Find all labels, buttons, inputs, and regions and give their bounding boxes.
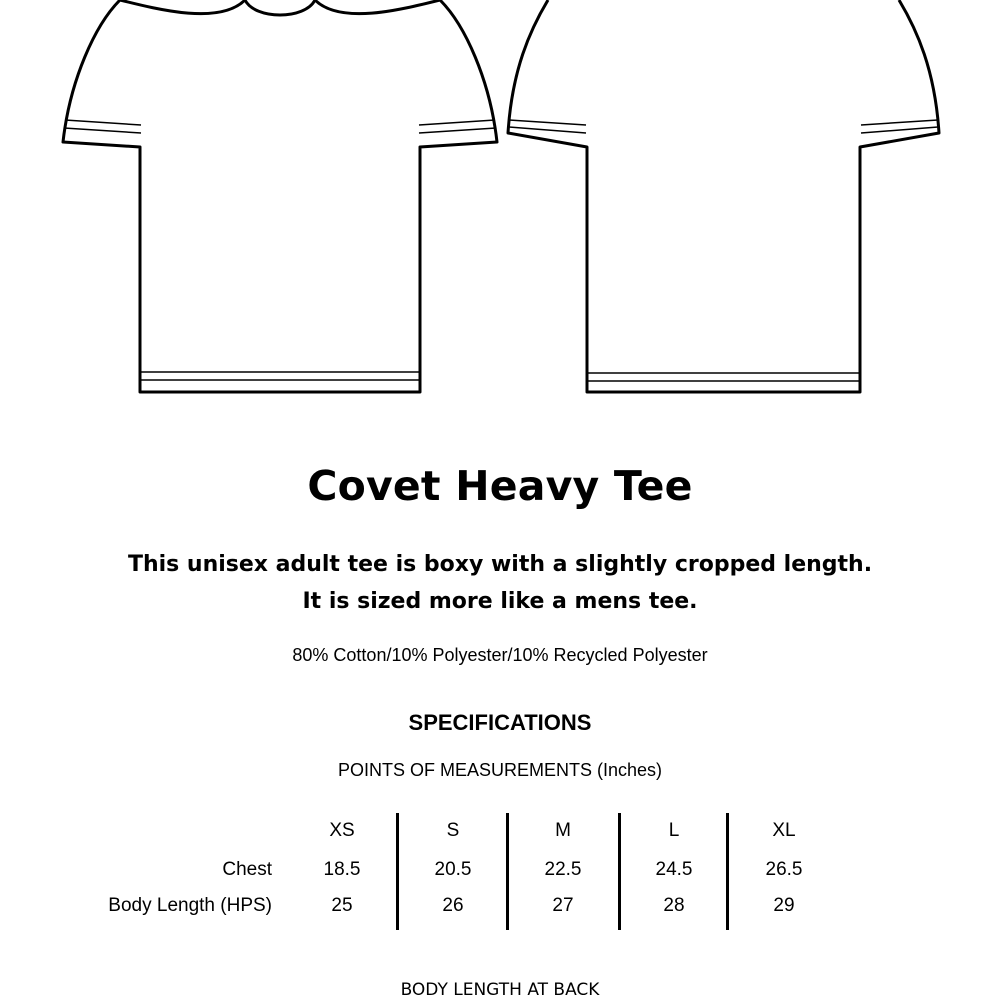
measurements-subheading: POINTS OF MEASUREMENTS (Inches) (337, 760, 663, 780)
tshirt-illustrations (0, 0, 1000, 420)
tshirt-front-icon (63, 0, 497, 392)
table-cell: 27 (552, 895, 574, 916)
product-title: Covet Heavy Tee (307, 462, 693, 510)
product-description-line2: It is sized more like a mens tee. (302, 589, 698, 614)
column-divider (396, 813, 399, 930)
table-cell: 28 (663, 895, 685, 916)
table-cell: 26.5 (765, 859, 803, 880)
table-cell: 26 (442, 895, 464, 916)
table-cell: 24.5 (655, 859, 693, 880)
table-cell: 20.5 (434, 859, 472, 880)
tshirt-back-icon (508, 0, 939, 392)
table-cell: 18.5 (323, 859, 361, 880)
size-header-m: M (555, 820, 571, 841)
table-cell: 22.5 (544, 859, 582, 880)
size-header-xs: XS (329, 820, 355, 841)
specifications-heading: SPECIFICATIONS (408, 710, 592, 735)
size-header-xl: XL (772, 820, 796, 841)
footer-note: BODY LENGTH AT BACK (400, 980, 600, 1000)
fabric-composition: 80% Cotton/10% Polyester/10% Recycled Polyester (292, 645, 708, 665)
column-divider (726, 813, 729, 930)
row-label-chest: Chest (222, 859, 272, 880)
column-divider (618, 813, 621, 930)
row-label-body-length: Body Length (HPS) (108, 895, 272, 916)
table-cell: 29 (773, 895, 795, 916)
size-header-s: S (446, 820, 460, 841)
table-cell: 25 (331, 895, 353, 916)
column-divider (506, 813, 509, 930)
product-description-line1: This unisex adult tee is boxy with a slightly cropped length. (127, 552, 873, 577)
size-header-l: L (668, 820, 680, 841)
